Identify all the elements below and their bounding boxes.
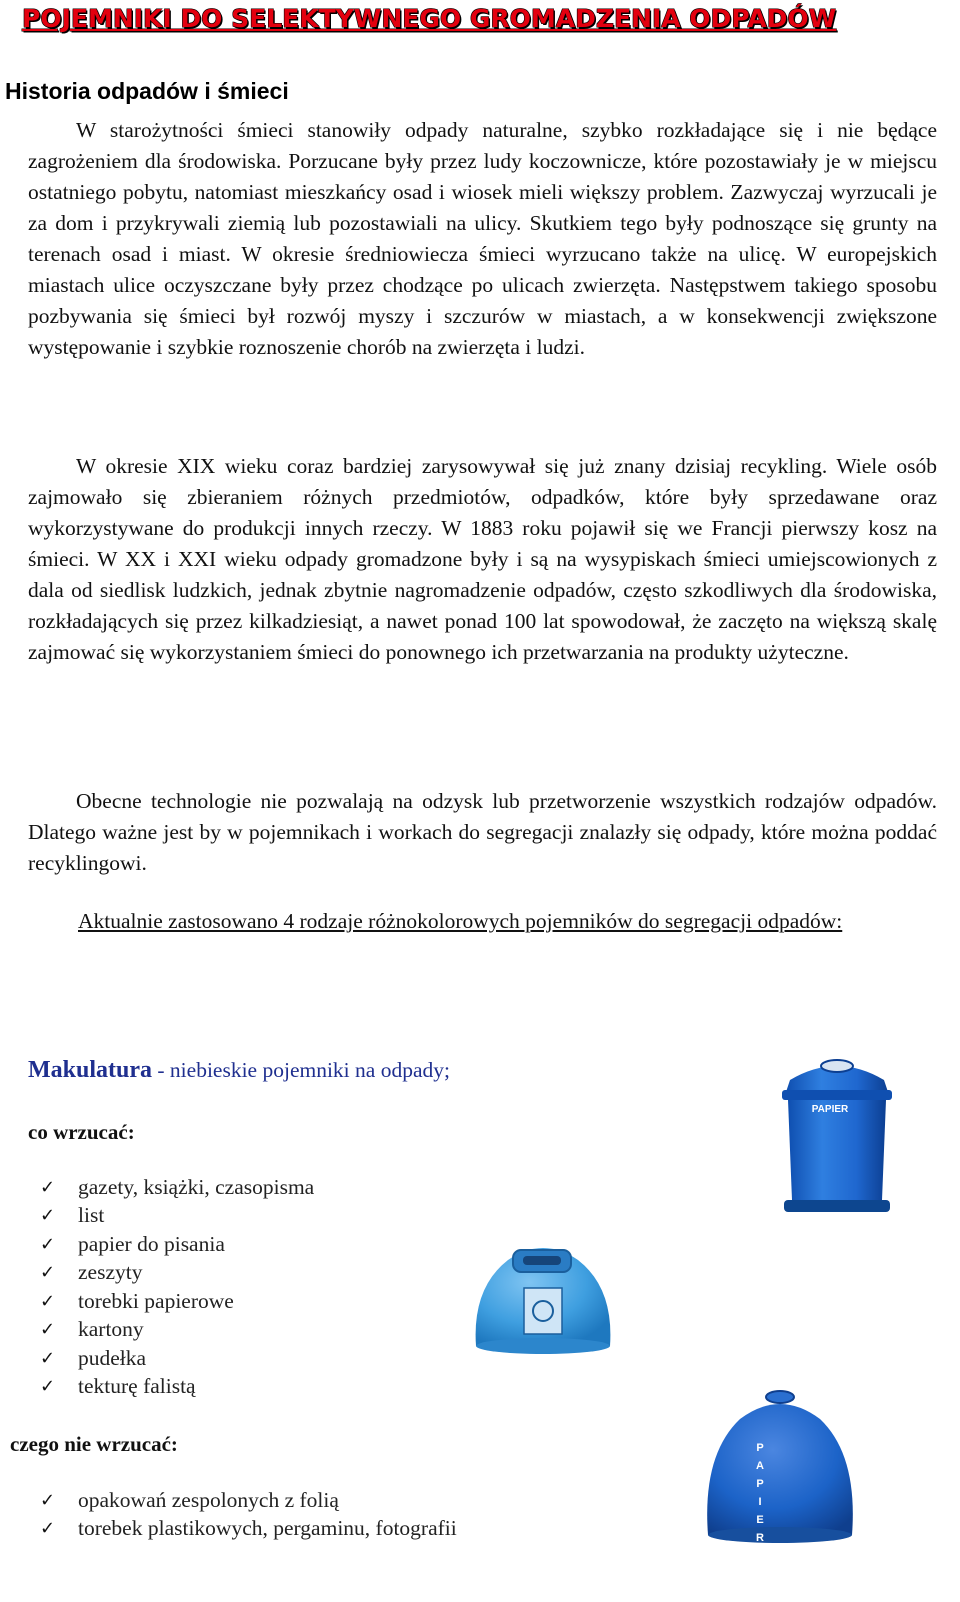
checkmark-icon: ✓	[40, 1518, 56, 1540]
list-item	[40, 1344, 314, 1373]
tall-bin-label: PAPIER	[811, 1104, 849, 1115]
list-item	[40, 1173, 314, 1202]
list-item	[40, 1259, 314, 1288]
checkmark-icon: ✓	[40, 1290, 56, 1312]
section-heading: Historia odpadów i śmieci	[5, 78, 289, 104]
list-item-text: papier do pisania	[78, 1231, 225, 1256]
category-description: - niebieskie pojemniki na odpady;	[152, 1058, 450, 1082]
history-paragraph-1: W starożytności śmieci stanowiły odpady naturalne, szybko rozkładające się i nie będące zagrożeniem dla środowiska. Porzucane były przez ludy koczownicze, które pozostawiały je w miejscu ostatniego pobytu, natomiast mieszkańcy osad i wiosek mieli większy problem. Zazwyczaj wyrzucali je za dom i przykrywali ziemią lub pozostawiali na ulicy. Skutkiem tego były podnoszące się grunty na terenach osad i miast. W okresie średniowiecza śmieci wyrzucano także na ulicę. W europejskich miastach ulice oczyszczane były przez chodzące po ulicach zwierzęta. Następstwem takiego sposobu pozbywania się śmieci był rozwój myszy i szczurów w miastach, a w konsekwencji zwiększone występowanie i szybkie roznoszenie chorób na zwierzęta i ludzi.	[28, 118, 937, 359]
checkmark-icon: ✓	[40, 1319, 56, 1341]
category-title	[28, 1057, 450, 1084]
dont-list	[40, 1486, 457, 1543]
dome-bin-label-vertical: P A P I E R	[756, 1442, 764, 1544]
checkmark-icon: ✓	[40, 1262, 56, 1284]
history-paragraph-3: Obecne technologie nie pozwalają na odzysk lub przetworzenie wszystkich rodzajów odpadów. Dlatego ważne jest by w pojemnikach i workach do segregacji znalazły się odpady, które można poddać recyklingowi.	[28, 789, 937, 875]
page-title: POJEMNIKI DO SELEKTYWNEGO GROMADZENIA ODPADÓW	[22, 4, 837, 33]
list-item-text: list	[78, 1203, 105, 1228]
dont-heading: czego nie wrzucać:	[10, 1432, 178, 1456]
list-item-text: torebek plastikowych, pergaminu, fotografii	[78, 1516, 457, 1541]
do-list	[40, 1173, 314, 1401]
checkmark-icon: ✓	[40, 1233, 56, 1255]
intro-text: Aktualnie zastosowano 4 rodzaje różnokolorowych pojemników do segregacji odpadów:	[78, 909, 843, 933]
checkmark-icon: ✓	[40, 1489, 56, 1511]
bins-intro	[5, 906, 940, 937]
history-paragraph-2: W okresie XIX wieku coraz bardziej zarysowywał się już znany dzisiaj recykling. Wiele osób zajmowało się zbieraniem różnych przedmiotów, odpadków, które były sprzedawane oraz wykorzystywane do produkcji innych rzeczy. W 1883 roku pojawił się we Francji pierwszy kosz na śmieci. W XX i XXI wieku odpady gromadzone były i są na wysypiskach śmieci umiejscowionych z dala od siedlisk ludzkich, jednak zbytnie nagromadzenie odpadów, często szkodliwych dla środowiska, rozkładających się przez kilkadziesiąt, a nawet ponad 100 lat spowodował, że zaczęto na większą skalę zajmować się wykorzystaniem śmieci do ponownego ich przetwarzania na produkty użyteczne.	[28, 454, 937, 664]
list-item	[40, 1230, 314, 1259]
checkmark-icon: ✓	[40, 1347, 56, 1369]
list-item-text: opakowań zespolonych z folią	[78, 1487, 339, 1512]
checkmark-icon: ✓	[40, 1376, 56, 1398]
checkmark-icon: ✓	[40, 1205, 56, 1227]
tall-paper-bin-image	[776, 1050, 898, 1218]
list-item	[40, 1515, 457, 1544]
list-item-text: gazety, książki, czasopisma	[78, 1174, 315, 1199]
list-item-text: torebki papierowe	[78, 1288, 234, 1313]
list-item	[40, 1373, 314, 1402]
do-heading: co wrzucać:	[28, 1120, 135, 1144]
light-dome-paper-bin-image	[468, 1228, 618, 1358]
list-item	[40, 1287, 314, 1316]
list-item-text: zeszyty	[78, 1260, 143, 1285]
list-item-text: pudełka	[78, 1345, 147, 1370]
list-item	[40, 1486, 457, 1515]
dark-dome-paper-bin-image	[700, 1385, 860, 1545]
list-item-text: kartony	[78, 1317, 144, 1342]
category-name: Makulatura	[28, 1057, 153, 1083]
list-item	[40, 1202, 314, 1231]
list-item-text: tekturę falistą	[78, 1374, 196, 1399]
checkmark-icon: ✓	[40, 1176, 56, 1198]
list-item	[40, 1316, 314, 1345]
